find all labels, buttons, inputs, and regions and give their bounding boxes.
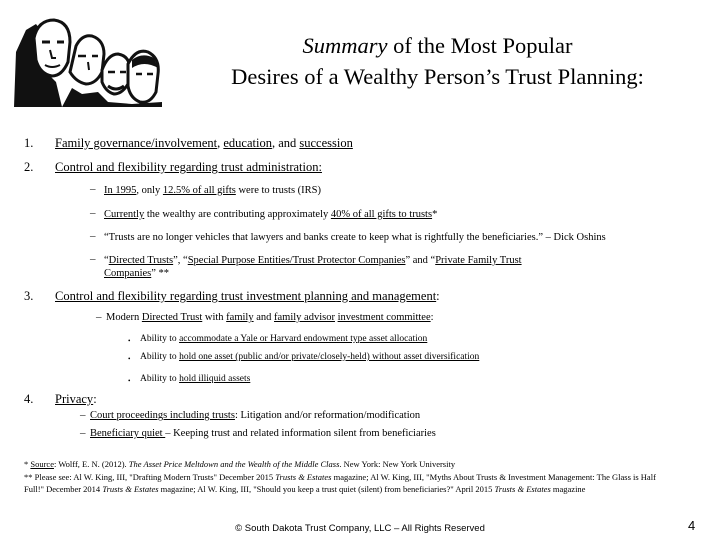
title-line1: of the Most Popular: [387, 33, 573, 58]
sub-text: ” and “: [405, 255, 436, 266]
sub-item-2-3: “Trusts are no longer vehicles that lawyers and banks create to keep what is rightfully the beneficiaries.” – Dick Oshins: [104, 232, 606, 243]
sub-item-4-1: [90, 410, 420, 421]
page-title: [175, 30, 700, 92]
footnote-text: . New York: New York University: [339, 459, 456, 469]
title-italic: Summary: [302, 33, 388, 58]
bullet-text: Ability to: [140, 374, 180, 384]
footnote-magazine: Trusts & Estates: [102, 484, 159, 494]
footnote-source-label: Source: [30, 459, 54, 469]
title-line2: Desires of a Wealthy Person’s Trust Planning:: [231, 64, 644, 89]
dash-marker: –: [90, 207, 96, 219]
bullet-text-underlined: hold illiquid assets: [179, 374, 251, 384]
footnote-magazine: Trusts & Estates: [494, 484, 551, 494]
item-1: [55, 136, 353, 151]
footnote-text: : Wolff, E. N. (2012).: [53, 459, 129, 469]
sub-text-underlined: family: [226, 312, 254, 323]
item-number-2: 2.: [24, 160, 34, 174]
sub-text-underlined: Directed Trust: [141, 312, 203, 323]
footnote-text: magazine; Al W. King, III, "Should you keep a trust quiet (silent) from beneficiaries?" April 2015: [158, 484, 495, 494]
item-3: [55, 289, 440, 304]
bullet-marker: •: [128, 355, 131, 363]
sub-text-underlined: Beneficiary quiet: [90, 428, 166, 439]
sub-item-2-4: [104, 254, 522, 268]
privacy-text: Privacy: [55, 392, 94, 406]
sub-item-2-2: [104, 208, 437, 222]
sub-text: ” **: [151, 268, 170, 279]
footnote-text: magazine; Al W. King, III, "Myths About Trusts & Investment Management: The Glass is Half Full!" December 2014: [24, 472, 656, 494]
sub-text: Modern: [106, 312, 142, 323]
bullet-item-3-3: [140, 374, 250, 384]
family-governance-text: Family governance/involvement: [55, 136, 218, 150]
bullet-item-3-2: [140, 352, 479, 362]
bullet-text: Ability to: [140, 352, 180, 362]
footnote-magazine: Trusts & Estates: [275, 472, 332, 482]
sub-text: ”, “: [173, 255, 188, 266]
dash-marker: –: [96, 311, 102, 323]
bullet-text-underlined: hold one asset (public and/or private/closely-held) without asset diversification: [179, 352, 480, 362]
sub-text-underlined: Special Purpose Entities/Trust Protector Companies: [187, 255, 406, 266]
sub-text-underlined: In 1995: [104, 185, 137, 196]
item-4-colon: :: [93, 392, 97, 406]
sub-text-underlined: investment committee: [337, 312, 431, 323]
footnote-text: ** Please see: Al W. King, III, "Drafting Modern Trusts" December 2015: [24, 472, 276, 482]
bullet-marker: •: [128, 377, 131, 385]
page-number: 4: [688, 518, 696, 533]
footnote-text: magazine: [550, 484, 586, 494]
dash-marker: –: [90, 183, 96, 195]
sub-item-2-4-continued: [104, 267, 169, 281]
text-sep: , and: [271, 136, 300, 150]
sub-text-underlined: Currently: [104, 209, 145, 220]
succession-text: succession: [299, 136, 353, 150]
sub-text: the wealthy are contributing approximately: [144, 209, 331, 220]
sub-text-underlined: Companies: [104, 268, 152, 279]
sub-text-underlined: Private Family Trust: [435, 255, 522, 266]
bullet-marker: •: [128, 337, 131, 345]
footnote-book-title: The Asset Price Meltdown and the Wealth of the Middle Class: [128, 459, 340, 469]
text-sep: ,: [217, 136, 224, 150]
sub-text-underlined: 12.5% of all gifts: [162, 185, 236, 196]
bullet-text: Ability to: [140, 334, 180, 344]
footnote-prefix: *: [24, 459, 31, 469]
sub-text-underlined: family advisor: [274, 312, 335, 323]
item-4: [55, 392, 97, 407]
education-text: education: [223, 136, 272, 150]
sub-text: with: [202, 312, 227, 323]
sub-text-underlined: Directed Trusts: [108, 255, 174, 266]
footnote-source: [24, 458, 674, 470]
item-number-3: 3.: [24, 289, 34, 303]
dash-marker: –: [90, 253, 96, 265]
sub-text: , only: [136, 185, 163, 196]
item-number-4: 4.: [24, 392, 34, 406]
sub-text: “: [104, 255, 109, 266]
item-3-text: Control and flexibility regarding trust investment planning and management: [55, 289, 437, 303]
sub-text: *: [432, 209, 438, 220]
footnote-references: [24, 471, 674, 495]
item-2: Control and flexibility regarding trust administration:: [55, 160, 322, 174]
copyright-notice: © South Dakota Trust Company, LLC – All Rights Reserved: [235, 523, 485, 534]
sub-text: and: [253, 312, 275, 323]
dash-marker: –: [80, 409, 86, 421]
sub-text: were to trusts (IRS): [235, 185, 321, 196]
sub-text: – Keeping trust and related information silent from beneficiaries: [165, 428, 436, 439]
bullet-item-3-1: [140, 334, 427, 344]
sub-item-4-2: [90, 428, 436, 439]
dash-marker: –: [90, 230, 96, 242]
sub-text-underlined: 40% of all gifts to trusts: [330, 209, 433, 220]
sub-text: : Litigation and/or reformation/modification: [234, 410, 421, 421]
item-number-1: 1.: [24, 136, 34, 150]
sub-item-3-1: [106, 312, 434, 323]
sub-text-underlined: Court proceedings including trusts: [90, 410, 235, 421]
dash-marker: –: [80, 427, 86, 439]
bullet-text-underlined: accommodate a Yale or Harvard endowment type asset allocation: [179, 334, 428, 344]
sub-text: :: [430, 312, 434, 323]
item-3-colon: :: [436, 289, 440, 303]
mount-rushmore-icon: [12, 12, 162, 107]
sub-item-2-1: [104, 184, 321, 198]
